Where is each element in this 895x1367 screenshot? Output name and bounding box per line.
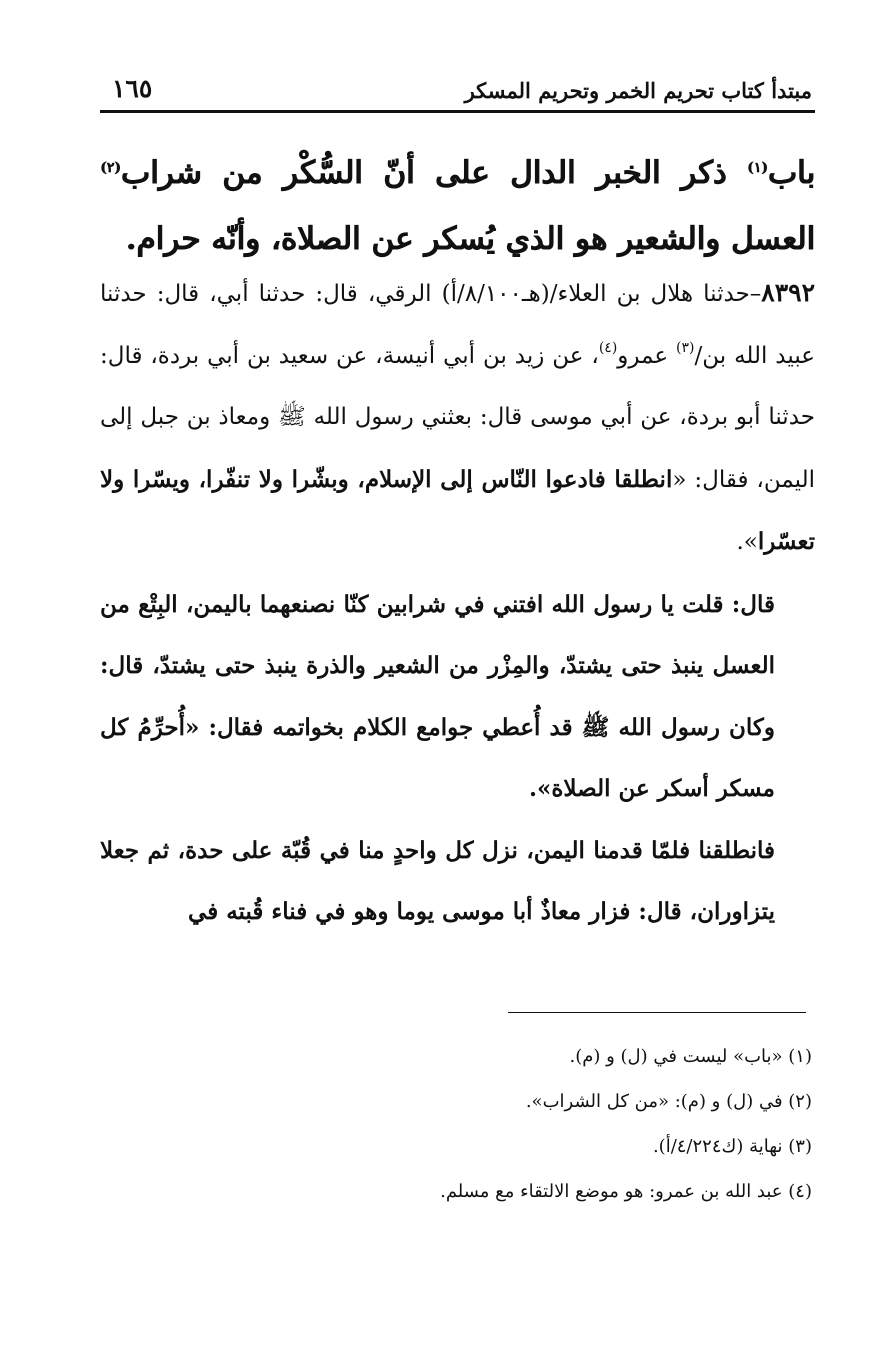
- hadith-text: فانطلقنا فلمّا قدمنا اليمن، نزل كل واحدٍ منا في قُبّة على حدة، ثم جعلا يتزاوران، قال: فزار معاذٌ أبا موسى يوما وهو في فناء قُبته في: [100, 836, 775, 925]
- chapter-title-part: العسل والشعير هو الذي يُسكر عن الصلاة، وأنّه حرام.: [125, 221, 815, 257]
- hadith-text: ».: [528, 775, 552, 802]
- footnote: (٤) عبد الله بن عمرو: هو موضع الالتقاء مع مسلم.: [440, 1181, 812, 1202]
- hadith-text: –حدثنا هلال بن العلاء/(هـ٨/١٠٠/أ) الرقي، قال: حدثنا أبي، قال: حدثنا عبيد الله بن/: [100, 281, 815, 369]
- prophetic-saying: أُحرِّمُ كل مسكر أسكر عن الصلاة: [100, 713, 775, 802]
- hadith-paragraph: [100, 820, 815, 943]
- footnote-ref: (١): [746, 159, 768, 176]
- chapter-title: [100, 140, 815, 272]
- prophetic-saying: انطلقا فادعوا النّاس إلى الإسلام، وبشّرا ولا تنفّرا، ويسّرا ولا تعسّرا: [100, 465, 815, 555]
- hadith-text: قال: قلت يا رسول الله افتني في شرابين كنّا نصنعهما باليمن، البِتْع من العسل ينبذ حتى يشتدّ، والمِزْر من الشعير والذرة ينبذ حتى يشتدّ، قال: وكان رسول الله ﷺ قد أُعطي جوامع الكلام بخواتمه فقال: «: [100, 590, 775, 741]
- chapter-title-part: باب: [767, 155, 815, 191]
- hadith-number: ٨٣٩٢: [761, 278, 816, 307]
- header-rule: [100, 110, 815, 113]
- hadith-paragraph: [100, 262, 815, 574]
- chapter-title-part: ذكر الخبر الدال على أنّ السُّكْر من شراب: [120, 155, 747, 191]
- footnote: (٢) في (ل) و (م): «من كل الشراب».: [525, 1091, 812, 1112]
- hadith-text: ».: [736, 529, 758, 555]
- footnote-ref: (٢): [100, 159, 121, 176]
- running-header: [100, 72, 812, 112]
- page-number: ١٦٥: [112, 74, 153, 103]
- header-title: مبتدأ كتاب تحريم الخمر وتحريم المسكر: [464, 78, 812, 103]
- footnote-rule: [508, 1012, 806, 1013]
- hadith-text: ، عن زيد بن أبي أنيسة، عن سعيد بن أبي بردة، قال: حدثنا أبو بردة، عن أبي موسى قال: بعثني رسول الله ﷺ ومعاذ بن جبل إلى اليمن، فقال: «: [100, 342, 815, 493]
- hadith-text: عمرو: [617, 342, 677, 369]
- footnote: (٣) نهاية (ك٤/٢٢٤/أ).: [652, 1136, 812, 1157]
- footnotes: [100, 1034, 812, 1214]
- footnote-ref: (٤): [598, 339, 618, 356]
- footnote: (١) «باب» ليست في (ل) و (م).: [569, 1046, 812, 1067]
- hadith-paragraph: [100, 574, 815, 820]
- body-text: [100, 262, 815, 943]
- footnote-ref: (٣): [676, 339, 695, 356]
